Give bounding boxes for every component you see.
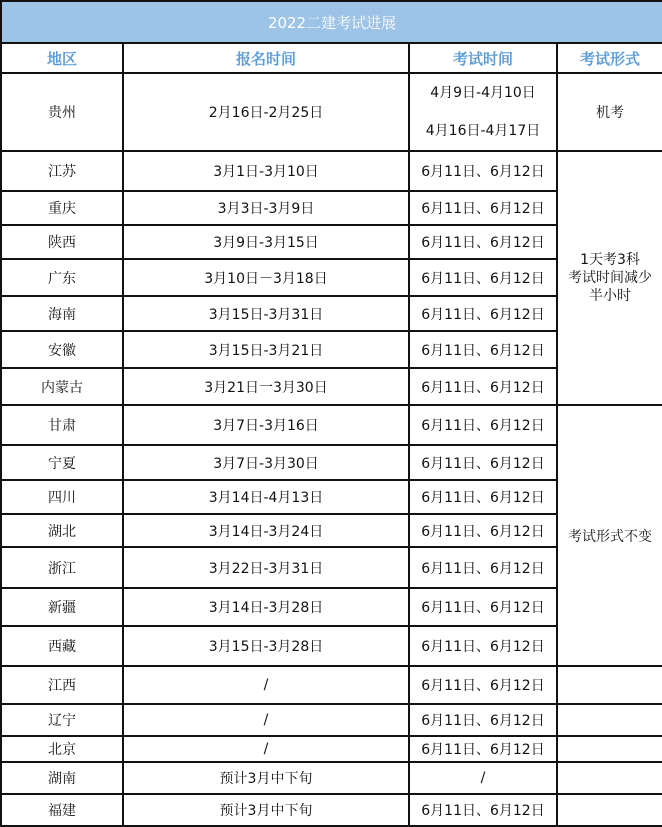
table-row <box>1 704 662 736</box>
region-cell: 陕西 <box>1 225 123 259</box>
region-cell: 浙江 <box>1 547 123 588</box>
exam-time-text: 6月11日、6月12日 <box>421 523 545 540</box>
region-cell: 广东 <box>1 259 123 296</box>
exam-time-text: 4月9日-4月10日 <box>430 85 536 101</box>
registration-time-cell: 3月7日-3月30日 <box>123 445 409 480</box>
registration-time-cell: 预计3月中下旬 <box>123 794 409 826</box>
exam-form-cell-empty <box>557 762 662 794</box>
exam-time-cell <box>409 445 557 480</box>
column-header-registration-time: 报名时间 <box>123 43 409 73</box>
registration-time-cell: 3月21日一3月30日 <box>123 368 409 405</box>
registration-time-cell: 3月14日-3月24日 <box>123 514 409 547</box>
exam-time-cell <box>409 405 557 445</box>
exam-time-cell <box>409 547 557 588</box>
region-cell: 福建 <box>1 794 123 826</box>
exam-time-text: 4月16日-4月17日 <box>425 123 541 139</box>
region-cell: 四川 <box>1 480 123 514</box>
registration-time-cell: 3月15日-3月21日 <box>123 331 409 368</box>
registration-time-cell: 3月1日-3月10日 <box>123 151 409 191</box>
exam-form-text: 半小时 <box>589 288 631 304</box>
exam-time-text: 6月11日、6月12日 <box>421 455 545 472</box>
registration-time-cell: 3月7日-3月16日 <box>123 405 409 445</box>
exam-form-cell: 机考 <box>557 73 662 151</box>
exam-time-cell <box>409 151 557 191</box>
registration-time-cell: 3月10日－3月18日 <box>123 259 409 296</box>
exam-time-cell <box>409 666 557 704</box>
exam-time-cell <box>409 736 557 762</box>
region-cell: 甘肃 <box>1 405 123 445</box>
column-header-region: 地区 <box>1 43 123 73</box>
exam-time-text: 6月11日、6月12日 <box>421 379 545 396</box>
exam-time-text: 6月11日、6月12日 <box>421 270 545 287</box>
exam-form-cell-empty <box>557 736 662 762</box>
exam-time-text: 6月11日、6月12日 <box>421 306 545 323</box>
registration-time-cell: 3月22日-3月31日 <box>123 547 409 588</box>
region-cell: 重庆 <box>1 191 123 225</box>
registration-time-cell: 3月15日-3月31日 <box>123 296 409 331</box>
exam-form-text: 1天考3科 <box>580 252 640 268</box>
registration-time-cell: 3月9日-3月15日 <box>123 225 409 259</box>
exam-time-cell <box>409 259 557 296</box>
registration-time-cell: 3月14日-4月13日 <box>123 480 409 514</box>
region-cell: 江西 <box>1 666 123 704</box>
exam-time-cell <box>409 73 557 151</box>
table-row <box>1 794 662 826</box>
exam-form-cell-merged-1 <box>557 151 662 405</box>
registration-time-cell: 3月3日-3月9日 <box>123 191 409 225</box>
region-cell: 湖北 <box>1 514 123 547</box>
region-cell: 贵州 <box>1 73 123 151</box>
exam-time-text: 6月11日、6月12日 <box>421 639 545 655</box>
exam-time-cell <box>409 514 557 547</box>
column-header-exam-time: 考试时间 <box>409 43 557 73</box>
table-row <box>1 73 662 151</box>
table-title: 2022二建考试进展 <box>1 1 662 43</box>
exam-form-text: 考试时间减少 <box>568 270 652 286</box>
exam-time-text: 6月11日、6月12日 <box>421 490 545 506</box>
table-row <box>1 762 662 794</box>
exam-form-cell-merged-2: 考试形式不变 <box>557 405 662 666</box>
region-cell: 北京 <box>1 736 123 762</box>
exam-time-cell <box>409 296 557 331</box>
exam-time-text: 6月11日、6月12日 <box>421 342 545 359</box>
table-row <box>1 405 662 445</box>
exam-time-cell <box>409 191 557 225</box>
exam-time-text: 6月11日、6月12日 <box>421 201 545 217</box>
exam-form-cell-empty <box>557 794 662 826</box>
exam-form-cell-empty <box>557 666 662 704</box>
column-header-exam-form: 考试形式 <box>557 43 662 73</box>
table-row <box>1 666 662 704</box>
registration-time-cell: / <box>123 704 409 736</box>
region-cell: 海南 <box>1 296 123 331</box>
exam-time-text: 6月11日、6月12日 <box>421 803 545 819</box>
region-cell: 宁夏 <box>1 445 123 480</box>
region-cell: 内蒙古 <box>1 368 123 405</box>
table-row <box>1 151 662 191</box>
registration-time-cell: / <box>123 666 409 704</box>
exam-time-cell <box>409 588 557 626</box>
exam-time-text: 6月11日、6月12日 <box>421 560 545 577</box>
table-row <box>1 736 662 762</box>
registration-time-cell: 3月14日-3月28日 <box>123 588 409 626</box>
exam-time-text: 6月11日、6月12日 <box>421 742 545 758</box>
exam-time-cell <box>409 704 557 736</box>
exam-time-text: / <box>480 770 486 786</box>
exam-time-cell <box>409 794 557 826</box>
region-cell: 湖南 <box>1 762 123 794</box>
exam-time-text: 6月11日、6月12日 <box>421 713 545 729</box>
exam-time-text: 6月11日、6月12日 <box>421 678 545 694</box>
exam-time-cell <box>409 368 557 405</box>
exam-time-text: 6月11日、6月12日 <box>421 235 545 251</box>
region-cell: 西藏 <box>1 626 123 666</box>
exam-time-cell <box>409 331 557 368</box>
exam-time-cell <box>409 225 557 259</box>
registration-time-cell: / <box>123 736 409 762</box>
region-cell: 新疆 <box>1 588 123 626</box>
registration-time-cell: 2月16日-2月25日 <box>123 73 409 151</box>
registration-time-cell: 预计3月中下旬 <box>123 762 409 794</box>
exam-form-cell-empty <box>557 704 662 736</box>
exam-time-text: 6月11日、6月12日 <box>421 418 545 434</box>
exam-time-cell <box>409 626 557 666</box>
exam-time-cell <box>409 762 557 794</box>
registration-time-cell: 3月15日-3月28日 <box>123 626 409 666</box>
region-cell: 辽宁 <box>1 704 123 736</box>
exam-time-text: 6月11日、6月12日 <box>421 164 545 180</box>
region-cell: 江苏 <box>1 151 123 191</box>
exam-time-text: 6月11日、6月12日 <box>421 600 545 616</box>
exam-time-cell <box>409 480 557 514</box>
region-cell: 安徽 <box>1 331 123 368</box>
